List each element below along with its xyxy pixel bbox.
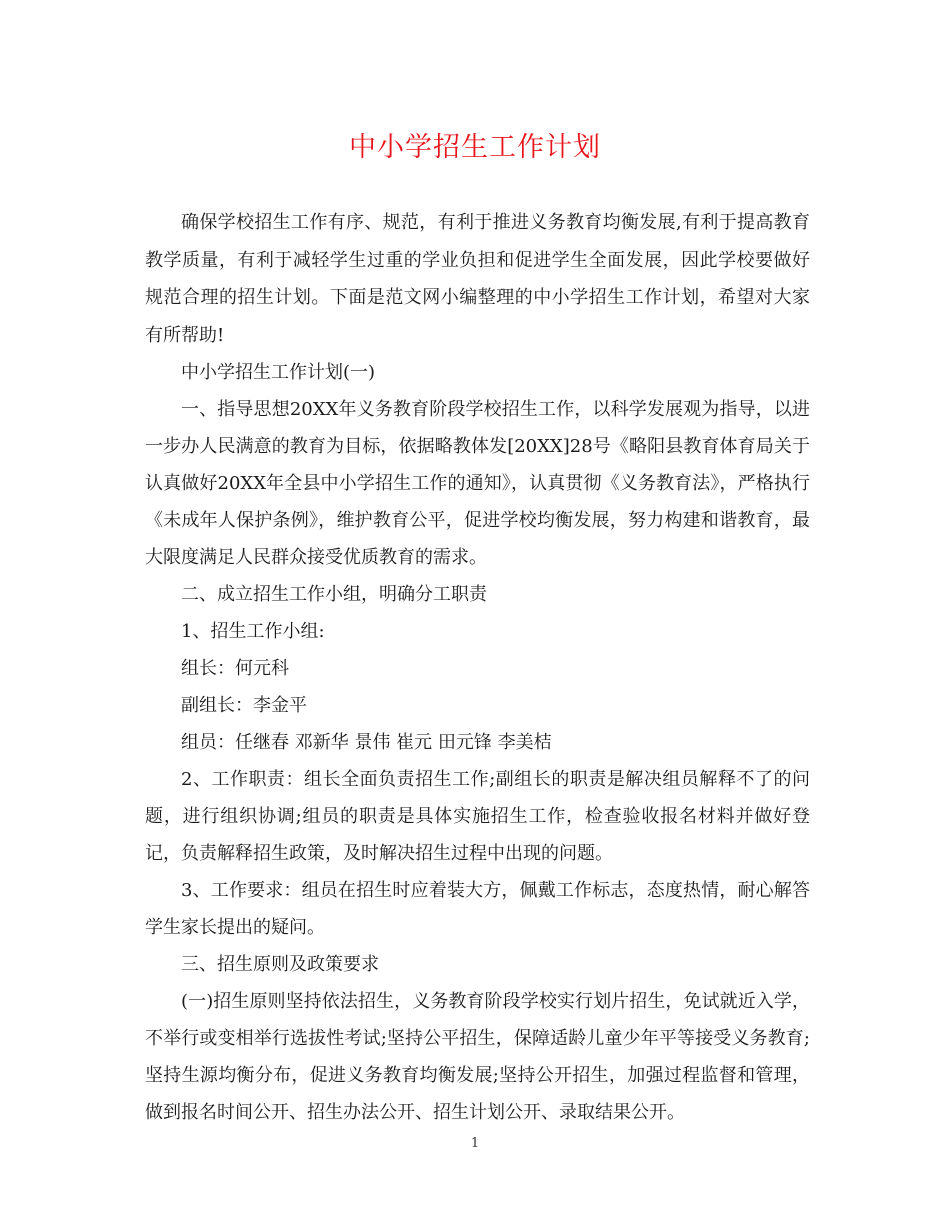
intro-paragraph: 确保学校招生工作有序、规范，有利于推进义务教育均衡发展,有利于提高教育教学质量，有利于减轻学生过重的学业负担和促进学生全面发展，因此学校要做好规范合理的招生计划。下面是范文网小编整理的中小学招生工作计划，希望对大家有所帮助!: [145, 212, 810, 346]
paragraph-principles: (一)招生原则坚持依法招生，义务教育阶段学校实行划片招生，免试就近入学，不举行或变相举行选拔性考试;坚持公平招生，保障适龄儿童少年平等接受义务教育;坚持生源均衡分布，促进义务教育均衡发展;坚持公开招生，加强过程监督和管理，做到报名时间公开、招生办法公开、招生计划公开、录取结果公开。: [145, 991, 810, 1123]
section-heading-plan-one: 中小学招生工作计划(一): [181, 362, 376, 383]
document-body: [145, 204, 810, 1131]
paragraph-requirements: 3、工作要求：组员在招生时应着装大方，佩戴工作标志，态度热情，耐心解答学生家长提出的疑问。: [145, 880, 810, 938]
list-item-deputy-leader: 副组长：李金平: [181, 695, 307, 716]
section-heading-working-group: 二、成立招生工作小组，明确分工职责: [181, 584, 487, 605]
list-item-members: 组员：任继春 邓新华 景伟 崔元 田元锋 李美桔: [181, 732, 552, 753]
list-item-leader: 组长：何元科: [181, 658, 289, 679]
section-heading-principles: 三、招生原则及政策要求: [181, 954, 379, 975]
paragraph-duties: 2、工作职责：组长全面负责招生工作;副组长的职责是解决组员解释不了的问题，进行组织协调;组员的职责是具体实施招生工作，检查验收报名材料并做好登记，负责解释招生政策，及时解决招生过程中出现的问题。: [145, 769, 810, 864]
page-number: 1: [470, 1136, 480, 1151]
document-title: 中小学招生工作计划: [349, 132, 601, 163]
paragraph-guiding-ideology: 一、指导思想20XX年义务教育阶段学校招生工作，以科学发展观为指导，以进一步办人民满意的教育为目标，依据略教体发[20XX]28号《略阳县教育体育局关于认真做好20XX年全县中小学招生工作的通知》，认真贯彻《义务教育法》，严格执行《未成年人保护条例》，维护教育公平，促进学校均衡发展，努力构建和谐教育，最大限度满足人民群众接受优质教育的需求。: [145, 399, 810, 568]
list-item-working-group: 1、招生工作小组:: [181, 621, 325, 642]
